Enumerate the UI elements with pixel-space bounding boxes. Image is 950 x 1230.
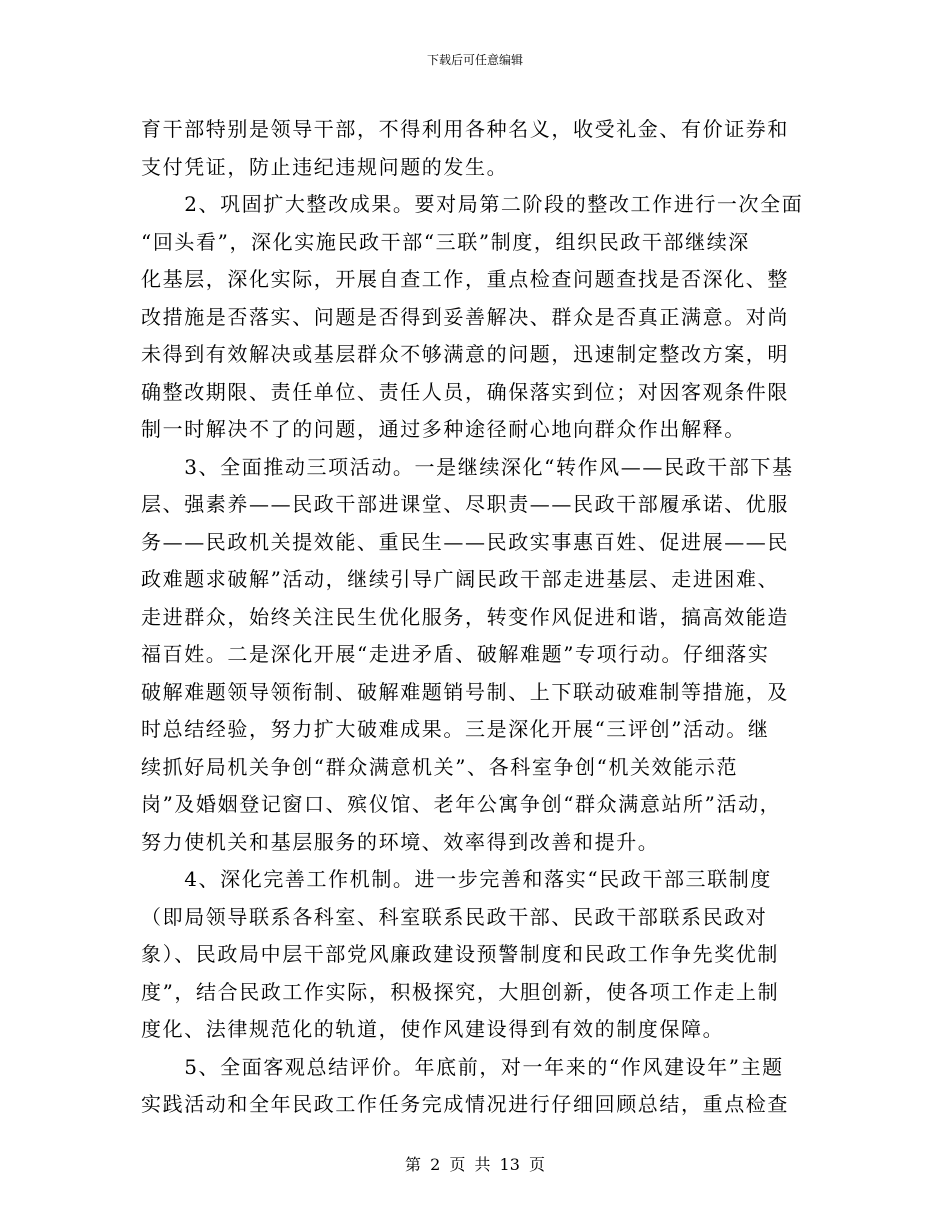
body-line: 确整改期限、责任单位、责任人员，确保落实到位；对因客观条件限 — [141, 379, 789, 404]
body-line: 育干部特别是领导干部，不得利用各种名义，收受礼金、有价证券和 — [141, 117, 789, 141]
body-line: 实践活动和全年民政工作任务完成情况进行仔细回顾总结，重点检查 — [141, 1092, 789, 1116]
body-line: 务——民政机关提效能、重民生——民政实事惠百姓、促进展——民 — [141, 529, 789, 554]
body-line: 化基层，深化实际，开展自查工作，重点检查问题查找是否深化、整 — [141, 267, 789, 291]
body-line: 未得到有效解决或基层群众不够满意的问题，迅速制定整改方案，明 — [141, 342, 789, 366]
body-line: 破解难题领导领衔制、破解难题销号制、上下联动破难制等措施，及 — [141, 679, 789, 704]
body-line: 4、深化完善工作机制。进一步完善和落实“民政干部三联制度 — [141, 867, 772, 891]
body-line: 象）、民政局中层干部党风廉政建设预警制度和民政工作争先奖优制 — [141, 942, 779, 966]
page-header: 下载后可任意编辑 — [426, 53, 523, 67]
body-line: 福百姓。二是深化开展“走进矛盾、破解难题”专项行动。仔细落实 — [141, 642, 770, 666]
body-line: 2、巩固扩大整改成果。要对局第二阶段的整改工作进行一次全面 — [141, 192, 804, 216]
body-line: 续抓好局机关争创“群众满意机关”、各科室争创“机关效能示范 — [141, 754, 739, 779]
body-line: 度”，结合民政工作实际，积极探究，大胆创新，使各项工作走上制 — [141, 979, 780, 1004]
body-line: 支付凭证，防止违纪违规问题的发生。 — [141, 154, 509, 179]
body-line: 5、全面客观总结评价。年底前，对一年来的“作风建设年”主题 — [141, 1054, 784, 1079]
body-line: （即局领导联系各科室、科室联系民政干部、民政干部联系民政对 — [141, 904, 768, 929]
body-line: 政难题求破解”活动，继续引导广阔民政干部走进基层、走进困难、 — [141, 567, 780, 591]
document-body — [141, 111, 816, 1124]
body-line: “回头看”，深化实施民政干部“三联”制度，组织民政干部继续深 — [141, 229, 750, 254]
body-line: 努力使机关和基层服务的环境、效率得到改善和提升。 — [141, 829, 660, 854]
body-line: 走进群众，始终关注民生优化服务，转变作风促进和谐，搞高效能造 — [141, 604, 789, 629]
page-number-footer: 第 2 页 共 13 页 — [405, 1155, 545, 1174]
body-line: 岗”及婚姻登记窗口、殡仪馆、老年公寓争创“群众满意站所”活动， — [141, 792, 782, 816]
body-line: 3、全面推动三项活动。一是继续深化“转作风——民政干部下基 — [141, 454, 794, 479]
body-line: 制一时解决不了的问题，通过多种途径耐心地向群众作出解释。 — [141, 417, 746, 441]
body-line: 度化、法律规范化的轨道，使作风建设得到有效的制度保障。 — [141, 1017, 725, 1041]
body-line: 改措施是否落实、问题是否得到妥善解决、群众是否真正满意。对尚 — [141, 304, 789, 329]
body-line: 时总结经验，努力扩大破难成果。三是深化开展“三评创”活动。继 — [141, 717, 770, 741]
body-line: 层、强素养——民政干部进课堂、尽职责——民政干部履承诺、优服 — [141, 492, 789, 516]
